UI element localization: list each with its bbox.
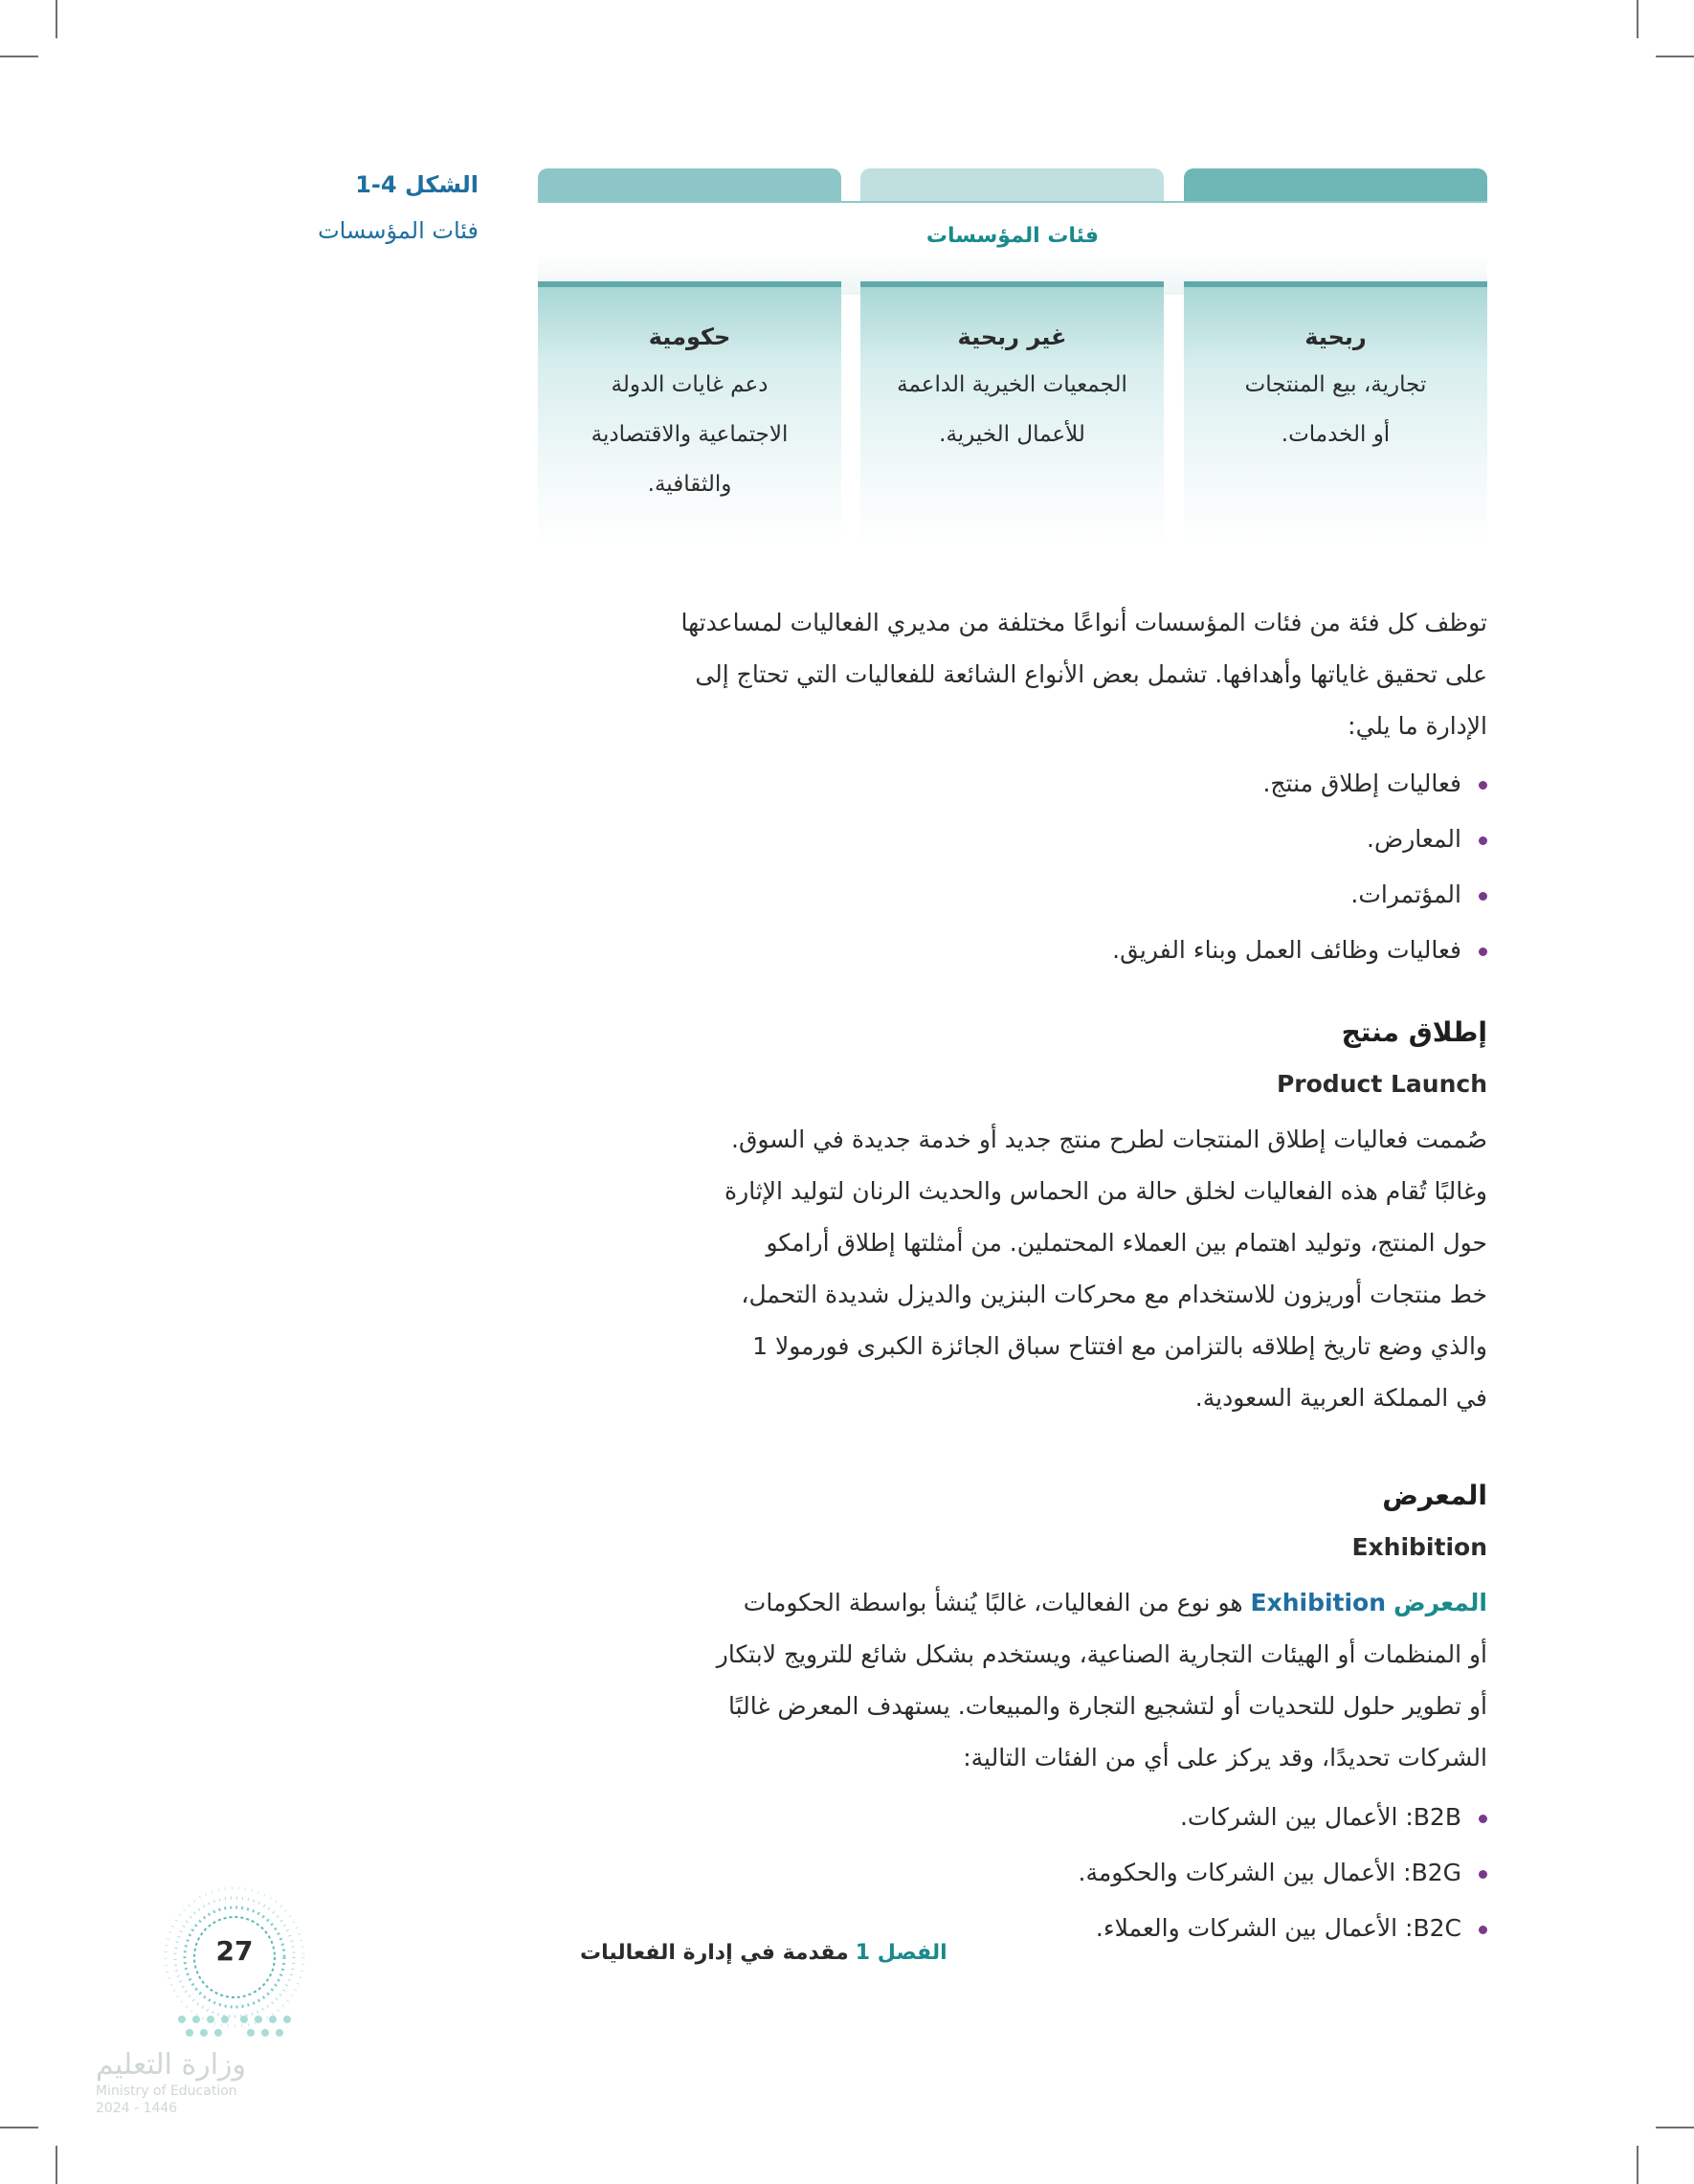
categories-figure xyxy=(538,168,1487,542)
category-text: دعم غايات الدولة xyxy=(611,372,769,397)
category-government xyxy=(538,281,841,547)
edition-year: 2024 - 1446 xyxy=(96,2101,178,2116)
bullet-icon xyxy=(1479,836,1487,845)
list-item: المؤتمرات. xyxy=(538,867,1487,923)
list-item: المعارض. xyxy=(538,812,1487,867)
category-text: الاجتماعية والاقتصادية xyxy=(591,422,789,447)
bullet-icon xyxy=(1479,1870,1487,1879)
figure-caption xyxy=(318,168,479,247)
text-line: وغالبًا تُقام هذه الفعاليات لخلق حالة من الحماس والحديث الرنان لتوليد الإثارة xyxy=(724,1177,1487,1205)
list-item: فعاليات وظائف العمل وبناء الفريق. xyxy=(538,923,1487,978)
category-text: للأعمال الخيرية. xyxy=(939,422,1085,447)
section-heading-ar: المعرض xyxy=(1382,1480,1487,1511)
section-heading-en: Product Launch xyxy=(1276,1070,1487,1098)
text-line: في المملكة العربية السعودية. xyxy=(1194,1384,1487,1412)
ministry-name-ar: وزارة التعليم xyxy=(96,2048,247,2082)
category-text: والثقافية. xyxy=(647,472,732,497)
bullet-icon xyxy=(1479,1815,1487,1823)
term-ar: المعرض xyxy=(1393,1589,1487,1616)
text-line xyxy=(538,1577,1487,1629)
crop-mark xyxy=(56,0,57,38)
text-line: توظف كل فئة من فئات المؤسسات أنواعًا مختلفة من مديري الفعاليات لمساعدتها xyxy=(680,609,1487,636)
intro-paragraph xyxy=(538,597,1487,752)
list-item: B2C: الأعمال بين الشركات والعملاء. xyxy=(538,1901,1487,1956)
exhibition-paragraph xyxy=(538,1577,1487,1784)
text-line: الإدارة ما يلي: xyxy=(1348,712,1487,740)
crop-mark xyxy=(1656,56,1694,57)
text-line: حول المنتج، وتوليد اهتمام بين العملاء المحتملين. من أمثلتها إطلاق أرامكو xyxy=(766,1229,1487,1257)
ministry-name-en: Ministry of Education xyxy=(96,2084,237,2099)
figure-tab xyxy=(860,168,1164,201)
text-line: على تحقيق غاياتها وأهدافها. تشمل بعض الأنواع الشائعة للفعاليات التي تحتاج إلى xyxy=(695,660,1487,688)
page-number: 27 xyxy=(215,1935,254,1967)
crop-mark xyxy=(1637,0,1638,38)
category-title: حكومية xyxy=(648,323,731,350)
text-line: خط منتجات أوريزون للاستخدام مع محركات البنزين والديزل شديدة التحمل، xyxy=(741,1281,1487,1308)
list-item: B2B: الأعمال بين الشركات. xyxy=(538,1790,1487,1845)
ministry-logo xyxy=(96,2048,246,2116)
section-heading-ar: إطلاق منتج xyxy=(1341,1016,1487,1048)
category-profit xyxy=(1184,281,1487,547)
category-text: الجمعيات الخيرية الداعمة xyxy=(897,372,1127,397)
text-span: هو نوع من الفعاليات، غالبًا يُنشأ بواسطة الحكومات xyxy=(743,1589,1243,1616)
bullet-icon xyxy=(1479,781,1487,790)
text-line: الشركات تحديدًا، وقد يركز على أي من الفئات التالية: xyxy=(963,1744,1487,1772)
figure-title: فئات المؤسسات xyxy=(318,217,479,244)
category-title: غير ربحية xyxy=(957,323,1067,350)
event-types-list xyxy=(538,756,1487,978)
bullet-icon xyxy=(1479,947,1487,956)
text-line: أو المنظمات أو الهيئات التجارية الصناعية، ويستخدم بشكل شائع للترويج لابتكار xyxy=(716,1640,1487,1668)
figure-number: الشكل 4-1 xyxy=(355,171,479,198)
category-text: أو الخدمات. xyxy=(1281,422,1391,447)
term-en: Exhibition xyxy=(1250,1589,1387,1616)
bullet-icon xyxy=(1479,892,1487,901)
product-launch-paragraph xyxy=(538,1114,1487,1424)
page-seal-icon xyxy=(153,1885,316,2048)
text-line: أو تطوير حلول للتحديات أو لتشجيع التجارة والمبيعات. يستهدف المعرض غالبًا xyxy=(727,1692,1487,1720)
text-line: صُممت فعاليات إطلاق المنتجات لطرح منتج جديد أو خدمة جديدة في السوق. xyxy=(731,1125,1487,1153)
chapter-label: الفصل 1 xyxy=(855,1941,947,1965)
crop-mark xyxy=(1656,2127,1694,2128)
list-item: B2G: الأعمال بين الشركات والحكومة. xyxy=(538,1845,1487,1901)
figure-heading: فئات المؤسسات xyxy=(925,224,1100,248)
bullet-icon xyxy=(1479,1926,1487,1934)
chapter-title: مقدمة في إدارة الفعاليات xyxy=(580,1941,849,1965)
figure-tab xyxy=(538,168,841,201)
section-heading-en: Exhibition xyxy=(1351,1533,1487,1561)
list-item: فعاليات إطلاق منتج. xyxy=(538,756,1487,812)
text-line: والذي وضع تاريخ إطلاقه بالتزامن مع افتتاح سباق الجائزة الكبرى فورمولا 1 xyxy=(752,1332,1487,1360)
crop-mark xyxy=(1637,2146,1638,2184)
footer-chapter xyxy=(544,1941,947,1965)
category-text: تجارية، بيع المنتجات xyxy=(1244,372,1427,397)
crop-mark xyxy=(56,2146,57,2184)
category-title: ربحية xyxy=(1304,323,1367,350)
figure-tab xyxy=(1184,168,1487,201)
crop-mark xyxy=(0,2127,38,2128)
category-nonprofit xyxy=(860,281,1164,547)
exhibition-categories-list xyxy=(538,1790,1487,1956)
crop-mark xyxy=(0,56,38,57)
